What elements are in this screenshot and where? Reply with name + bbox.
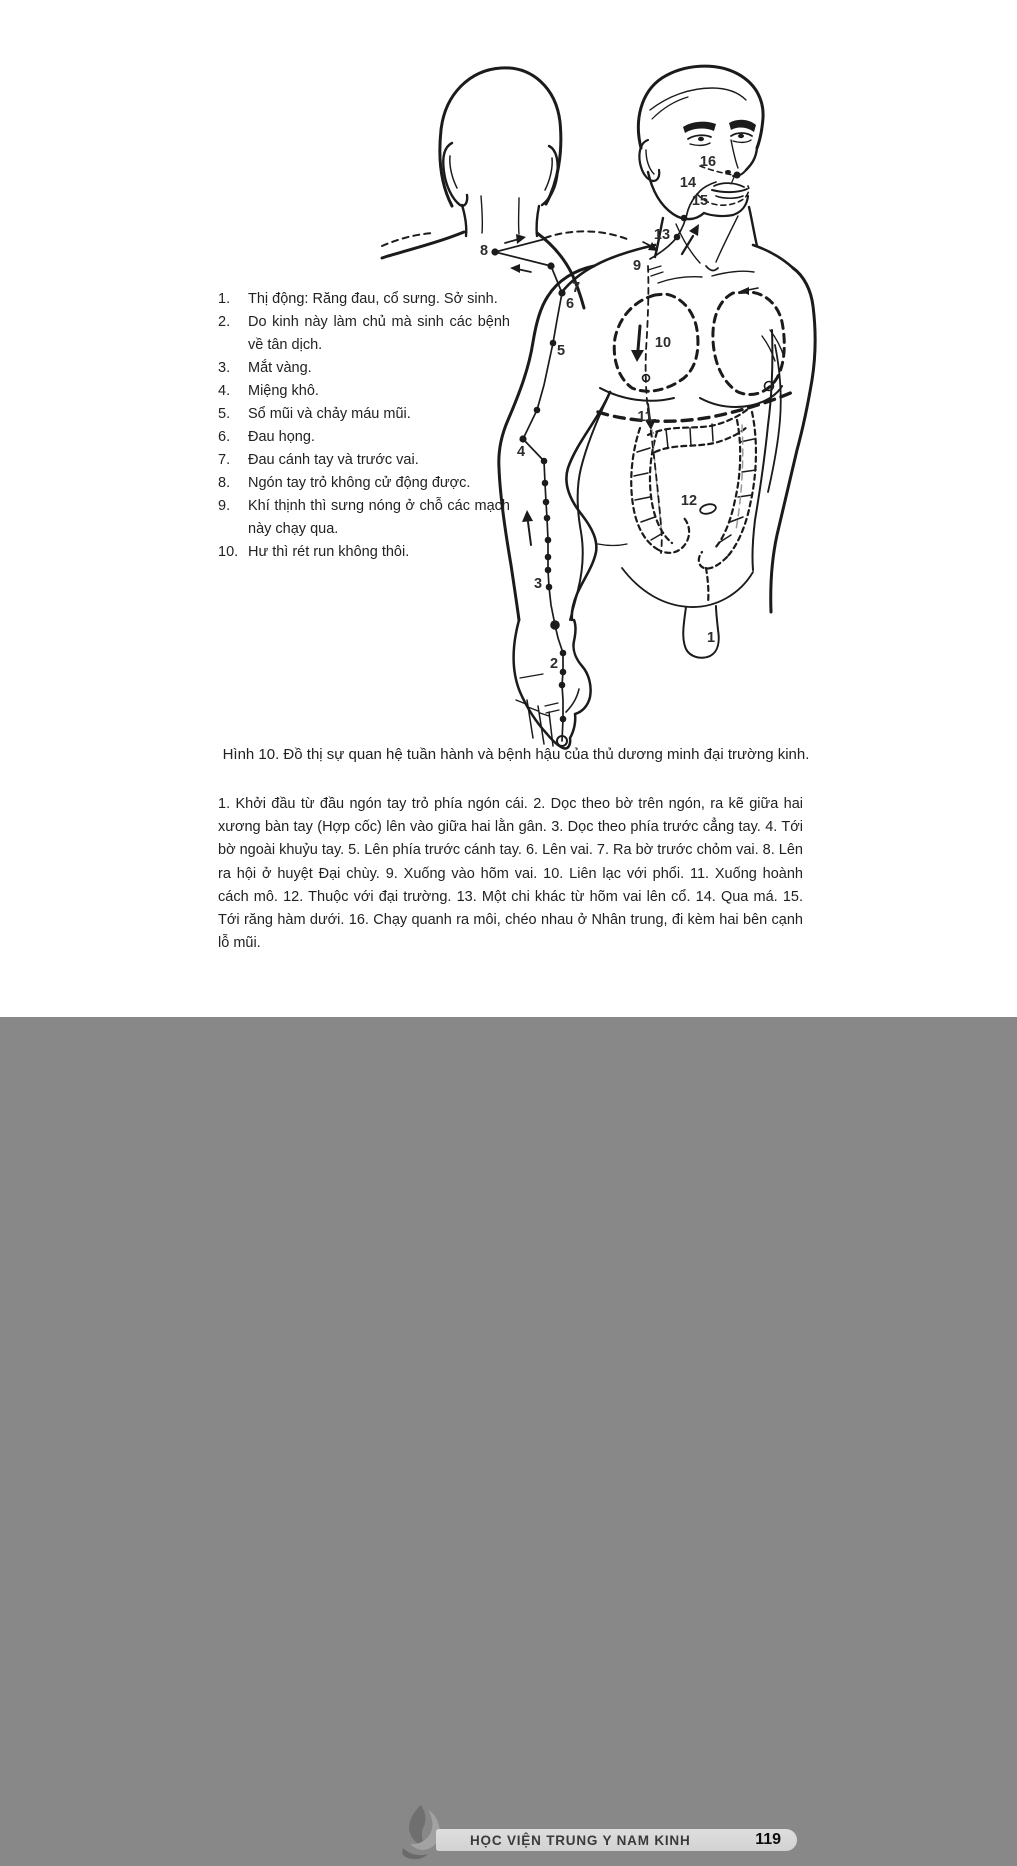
hand-outline	[514, 620, 591, 748]
symptom-number: 6.	[218, 429, 231, 445]
front-figure-head	[638, 66, 763, 219]
meridian-point-label-9: 9	[632, 258, 642, 274]
symptom-item	[218, 472, 510, 495]
symptom-number: 2.	[218, 314, 231, 330]
symptom-number: 5.	[218, 406, 231, 422]
symptom-text: Đau cánh tay và trước vai.	[248, 452, 419, 468]
symptom-number: 8.	[218, 475, 231, 491]
page-footer	[0, 900, 1017, 1848]
arm-meridian	[491, 172, 740, 747]
genital-outline	[683, 606, 718, 658]
symptom-number: 9.	[218, 498, 231, 514]
symptom-number: 10.	[218, 544, 239, 560]
meridian-point-label-8: 8	[479, 243, 489, 259]
meridian-point-label-11: 11	[637, 409, 653, 425]
meridian-point-label-7: 7	[571, 280, 581, 296]
symptom-text: Sổ mũi và chảy máu mũi.	[248, 406, 411, 422]
back-view-head	[382, 68, 627, 308]
meridian-point-label-2: 2	[549, 656, 559, 672]
figure-caption: Hình 10. Đồ thị sự quan hệ tuần hành và bệnh hậu của thủ dương minh đại trường kinh.	[222, 746, 810, 763]
page-number: 119	[755, 1831, 781, 1848]
meridian-point-label-12: 12	[680, 493, 698, 509]
symptom-text: Hư thì rét run không thôi.	[248, 544, 410, 560]
meridian-point-label-13: 13	[653, 227, 671, 243]
symptom-item	[218, 288, 510, 311]
meridian-point-label-1: 1	[706, 630, 716, 646]
meridian-point-label-6: 6	[565, 296, 575, 312]
meridian-point-label-14: 14	[679, 175, 697, 191]
symptom-text: Ngón tay trỏ không cử động được.	[248, 475, 471, 491]
symptom-item	[218, 403, 510, 426]
meridian-point-label-16: 16	[699, 154, 717, 170]
symptom-text: Miệng khô.	[248, 383, 319, 399]
symptom-item	[218, 541, 510, 564]
institution-name: HỌC VIỆN TRUNG Y NAM KINH	[470, 1832, 691, 1848]
symptom-text: Mắt vàng.	[248, 360, 312, 376]
symptom-item	[218, 357, 510, 380]
meridian-point-label-5: 5	[556, 343, 566, 359]
meridian-point-label-3: 3	[533, 576, 543, 592]
acupoint-dots	[491, 172, 740, 723]
meridian-point-label-10: 10	[654, 335, 672, 351]
symptom-item	[218, 311, 510, 357]
meridian-point-label-4: 4	[516, 444, 526, 460]
intestines	[631, 407, 756, 603]
right-eyebrow	[729, 120, 756, 132]
symptom-text: Đau họng.	[248, 429, 315, 445]
footer-bar	[436, 1829, 797, 1851]
symptom-item	[218, 495, 510, 541]
diaphragm-line	[598, 391, 795, 421]
symptom-text: Do kinh này làm chủ mà sinh các bệnh về tân dịch.	[248, 314, 510, 353]
meridian-point-label-15: 15	[691, 193, 709, 209]
meridian-description: 1. Khởi đầu từ đầu ngón tay trỏ phía ngón cái. 2. Dọc theo bờ trên ngón, ra kẽ giữa hai xương bàn tay (Hợp cốc) lên vào giữa hai lằn gân. 3. Dọc theo phía trước cẳng tay. 4. Tới bờ ngoài khuỷu tay. 5. Lên phía trước cánh tay. 6. Lên vai. 7. Ra bờ trước chỏm vai. 8. Lên ra hội ở huyệt Đại chùy. 9. Xuống vào hõm vai. 10. Liên lạc với phổi. 11. Xuống hoành cách mô. 12. Thuộc với đại trường. 13. Một chi khác từ hõm vai lên cổ. 14. Qua má. 15. Tới răng hàm dưới. 16. Chạy quanh ra môi, chéo nhau ở Nhân trung, đi kèm hai bên cạnh lỗ mũi.	[218, 796, 803, 952]
symptom-item	[218, 426, 510, 449]
symptom-number: 7.	[218, 452, 231, 468]
navel	[699, 503, 717, 516]
front-figure-torso	[566, 268, 815, 658]
symptom-number: 4.	[218, 383, 231, 399]
symptom-list	[218, 288, 510, 564]
symptom-text: Thị động: Răng đau, cổ sưng. Sở sinh.	[248, 291, 498, 307]
left-eyebrow	[683, 122, 716, 133]
symptom-text: Khí thịnh thì sưng nóng ở chỗ các mạch này chạy qua.	[248, 498, 510, 537]
symptom-item	[218, 449, 510, 472]
symptom-item	[218, 380, 510, 403]
symptom-number: 1.	[218, 291, 231, 307]
symptom-number: 3.	[218, 360, 231, 376]
internal-branch	[631, 266, 662, 553]
